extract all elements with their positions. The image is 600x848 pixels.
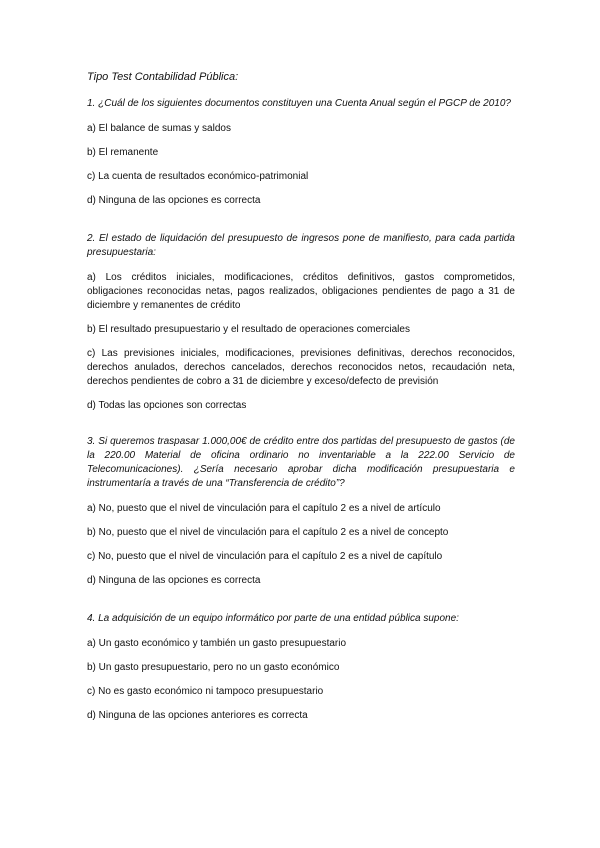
option-c: c) No, puesto que el nivel de vinculación para el capítulo 2 es a nivel de capítulo (87, 551, 443, 562)
option-c: c) La cuenta de resultados económico-patrimonial (87, 171, 309, 182)
option-a: a) Un gasto económico y también un gasto presupuestario (87, 638, 347, 649)
question-text: 1. ¿Cuál de los siguientes documentos constituyen una Cuenta Anual según el PGCP de 2010? (87, 98, 511, 109)
option-d: d) Ninguna de las opciones es correcta (87, 195, 261, 206)
option-d: d) Todas las opciones son correctas (87, 400, 247, 411)
document-page (87, 70, 515, 733)
question-text: 4. La adquisición de un equipo informático por parte de una entidad pública supone: (87, 613, 459, 624)
question-2 (87, 232, 515, 413)
option-b: b) Un gasto presupuestario, pero no un gasto económico (87, 662, 340, 673)
option-b: b) No, puesto que el nivel de vinculación para el capítulo 2 es a nivel de concepto (87, 527, 449, 538)
option-a: a) Los créditos iniciales, modificaciones, créditos definitivos, gastos comprometidos, obligaciones reconocidas netas, pagos realizados, obligaciones pendientes de pago a 31 de diciembre y remanentes de crédito (87, 272, 515, 311)
option-b: b) El remanente (87, 147, 159, 158)
question-text: 2. El estado de liquidación del presupuesto de ingresos pone de manifiesto, para cada partida presupuestaria: (87, 233, 515, 258)
option-c: c) Las previsiones iniciales, modificaciones, previsiones definitivas, derechos reconocidos, derechos anulados, derechos cancelados, derechos reconocidos netos, recaudación neta, derechos pendientes de cobro a 31 de diciembre y exceso/defecto de previsión (87, 348, 515, 387)
option-a: a) No, puesto que el nivel de vinculación para el capítulo 2 es a nivel de artículo (87, 503, 441, 514)
option-b: b) El resultado presupuestario y el resultado de operaciones comerciales (87, 324, 410, 335)
document-title: Tipo Test Contabilidad Pública: (87, 71, 239, 83)
question-1 (87, 97, 515, 208)
option-d: d) Ninguna de las opciones es correcta (87, 575, 261, 586)
question-3 (87, 435, 515, 588)
question-text: 3. Si queremos traspasar 1.000,00€ de crédito entre dos partidas del presupuesto de gastos (de la 220.00 Material de oficina ordinario no inventariable a la 222.00 Servicio de Telecomunicaciones). ¿Sería necesario aprobar dicha modificación presupuestaria e instrumentaría a través de una “Transferencia de crédito”? (87, 436, 515, 489)
option-c: c) No es gasto económico ni tampoco presupuestario (87, 686, 324, 697)
option-d: d) Ninguna de las opciones anteriores es correcta (87, 710, 308, 721)
question-4 (87, 612, 515, 723)
option-a: a) El balance de sumas y saldos (87, 123, 231, 134)
